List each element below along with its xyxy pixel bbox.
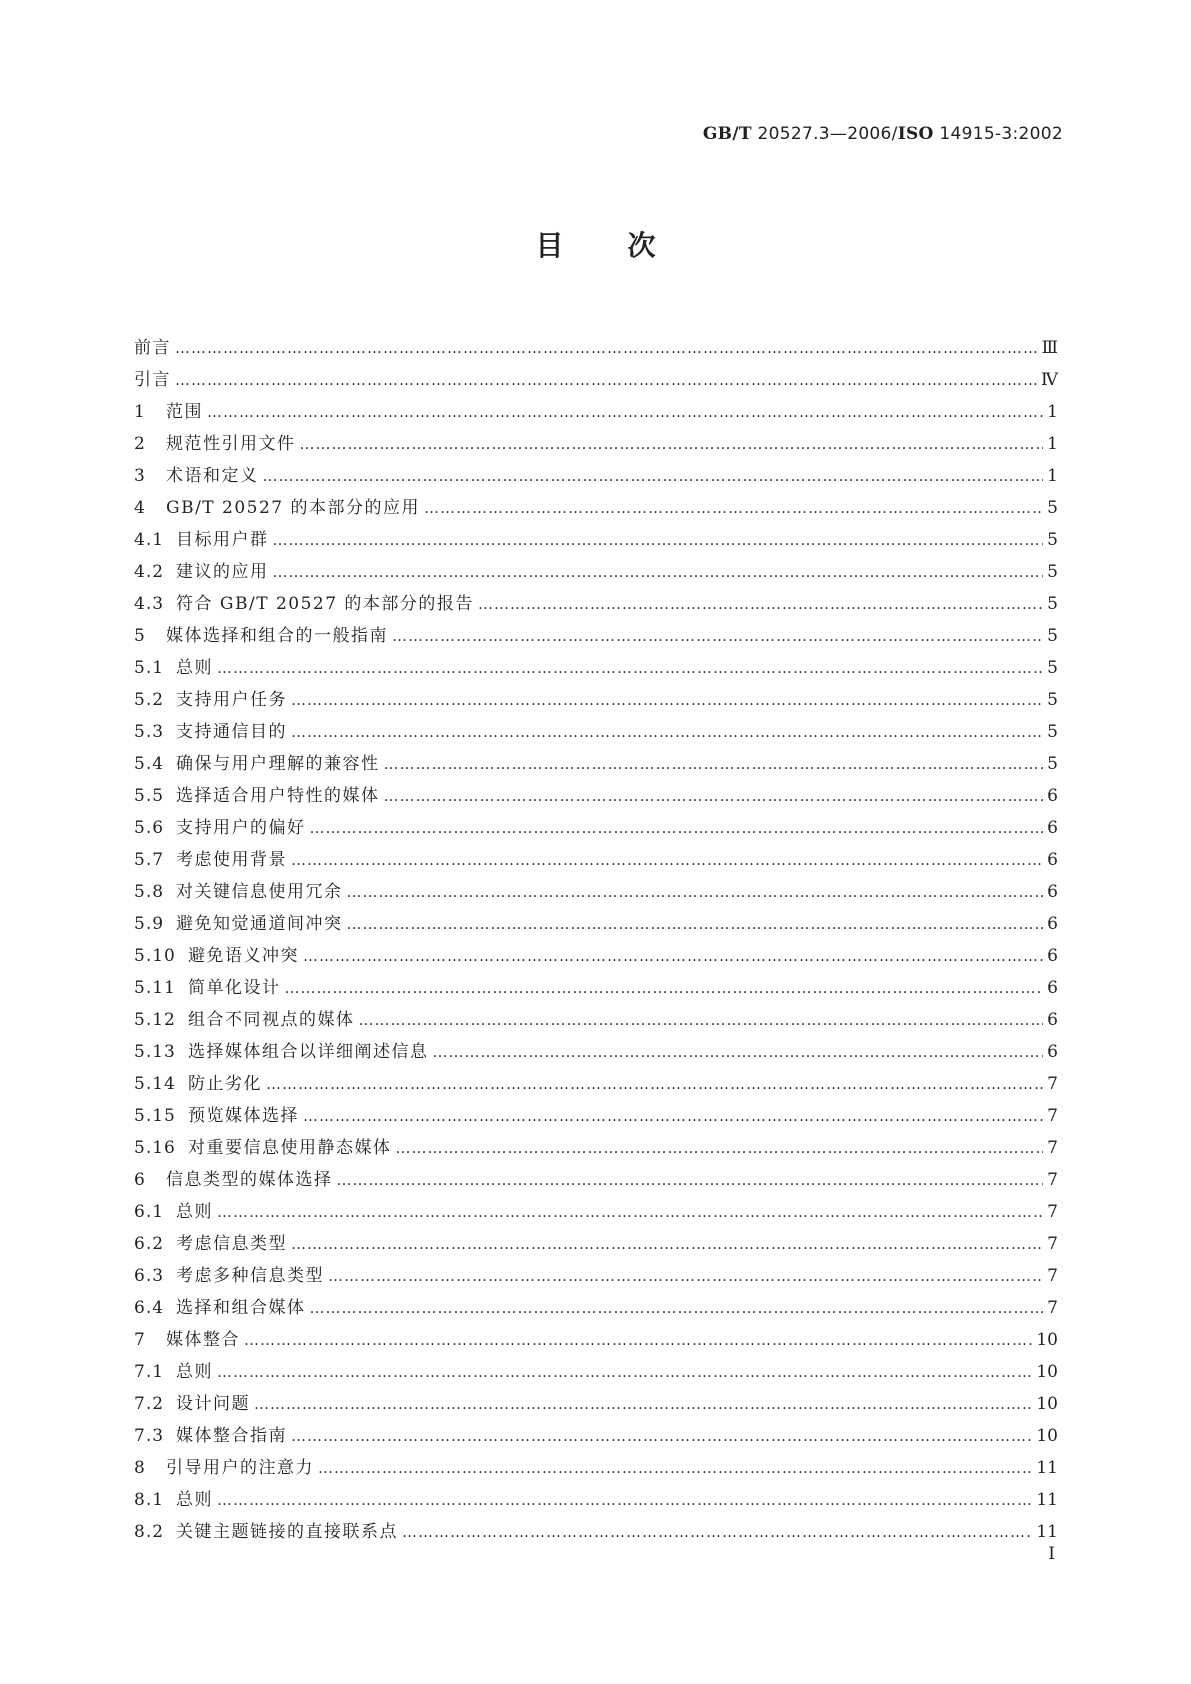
toc-entry-title: 引导用户的注意力 [166, 1458, 314, 1478]
toc-entry [134, 1036, 1058, 1068]
toc-entry-page: 7 [1047, 1074, 1058, 1094]
toc-entry-title: 总则 [176, 1362, 213, 1382]
toc-entry-page: 5 [1047, 626, 1058, 646]
toc-entry-title: 总则 [176, 658, 213, 678]
toc-entry-page: 6 [1047, 978, 1058, 998]
toc-entry-page: 5 [1047, 722, 1058, 742]
toc-entry-title: 引言 [134, 370, 171, 390]
toc-entry-title: 避免语义冲突 [188, 946, 299, 966]
toc-entry-number: 7 [134, 1330, 146, 1350]
toc-entry [134, 1260, 1058, 1292]
toc-entry-number: 5.10 [134, 946, 176, 966]
toc-entry [134, 492, 1058, 524]
toc-entry [134, 780, 1058, 812]
toc-entry-page: 5 [1047, 530, 1058, 550]
toc-entry-title: 防止劣化 [188, 1074, 262, 1094]
toc-dot-leader [337, 1170, 1044, 1190]
toc-entry-title: 前言 [134, 338, 171, 358]
toc-entry-number: 7.3 [134, 1426, 165, 1446]
toc-dot-leader [310, 818, 1044, 838]
toc-entry-page: 7 [1047, 1202, 1058, 1222]
toc-entry-page: 5 [1047, 754, 1058, 774]
toc-entry-page: 5 [1047, 562, 1058, 582]
toc-dot-leader [244, 1330, 1032, 1350]
toc-entry-number: 7.1 [134, 1362, 165, 1382]
toc-entry-number: 6.3 [134, 1266, 165, 1286]
toc-entry-number: 5.1 [134, 658, 165, 678]
toc-entry-page: 6 [1047, 818, 1058, 838]
toc-dot-leader [207, 402, 1043, 422]
toc-dot-leader [303, 946, 1043, 966]
toc-dot-leader [291, 1426, 1032, 1446]
toc-entry-title: 总则 [176, 1202, 213, 1222]
toc-entry [134, 652, 1058, 684]
toc-entry-number: 5.16 [134, 1138, 176, 1158]
toc-dot-leader [303, 1106, 1043, 1126]
toc-dot-leader [478, 594, 1043, 614]
toc-entry [134, 1004, 1058, 1036]
toc-entry-number: 3 [134, 466, 146, 486]
toc-entry [134, 1452, 1058, 1484]
toc-entry-title: 媒体整合 [166, 1330, 240, 1350]
footer-page-number: I [1048, 1544, 1055, 1564]
toc-entry-title: 支持用户的偏好 [176, 818, 306, 838]
toc-entry-title: 术语和定义 [166, 466, 259, 486]
toc-dot-leader [217, 1202, 1043, 1222]
toc-entry [134, 620, 1058, 652]
doc-code-gbt: GB/T [702, 124, 752, 144]
toc-entry-page: 6 [1047, 946, 1058, 966]
toc-entry-number: 5.6 [134, 818, 165, 838]
toc-entry-title: 关键主题链接的直接联系点 [176, 1522, 398, 1542]
toc-dot-leader [291, 690, 1043, 710]
toc-entry [134, 972, 1058, 1004]
toc-entry-number: 7.2 [134, 1394, 165, 1414]
toc-entry [134, 1068, 1058, 1100]
toc-entry-page: 6 [1047, 786, 1058, 806]
toc-entry [134, 460, 1058, 492]
toc-entry-title: 对重要信息使用静态媒体 [188, 1138, 392, 1158]
toc-dot-leader [291, 1234, 1043, 1254]
doc-code-number: 20527.3—2006/ [757, 124, 898, 144]
toc-entry-page: 5 [1047, 658, 1058, 678]
toc-dot-leader [285, 978, 1044, 998]
toc-entry-title: 建议的应用 [176, 562, 269, 582]
toc-entry-number: 6.1 [134, 1202, 165, 1222]
toc-dot-leader [396, 1138, 1044, 1158]
toc-entry-number: 5.9 [134, 914, 165, 934]
toc-dot-leader [217, 1490, 1032, 1510]
toc-entry-page: 7 [1047, 1298, 1058, 1318]
doc-code-iso: ISO [897, 124, 934, 144]
toc-entry-page: 6 [1047, 914, 1058, 934]
toc-entry-page: 11 [1036, 1522, 1058, 1542]
toc-entry-number: 5.11 [134, 978, 176, 998]
toc-entry [134, 332, 1058, 364]
toc-entry-number: 5 [134, 626, 146, 646]
toc-entry-number: 5.5 [134, 786, 165, 806]
toc-entry-number: 8.1 [134, 1490, 165, 1510]
toc-dot-leader [347, 914, 1044, 934]
toc-entry-title: 选择适合用户特性的媒体 [176, 786, 380, 806]
toc-entry-number: 2 [134, 434, 146, 454]
toc-entry-page: 6 [1047, 1010, 1058, 1030]
toc-dot-leader [384, 754, 1044, 774]
toc-entry-page: Ⅲ [1041, 338, 1058, 358]
toc-dot-leader [433, 1042, 1044, 1062]
document-code [703, 124, 1063, 144]
toc-entry-title: 信息类型的媒体选择 [166, 1170, 333, 1190]
toc-dot-leader [273, 530, 1044, 550]
toc-entry-page: 7 [1047, 1170, 1058, 1190]
toc-entry-page: 7 [1047, 1234, 1058, 1254]
toc-entry-title: 媒体整合指南 [176, 1426, 287, 1446]
toc-entry-title: 考虑使用背景 [176, 850, 287, 870]
toc-entry [134, 716, 1058, 748]
toc-entry-page: 6 [1047, 882, 1058, 902]
toc-entry [134, 876, 1058, 908]
toc-entry-title: 避免知觉通道间冲突 [176, 914, 343, 934]
toc-entry-title: 范围 [166, 402, 203, 422]
toc-entry-title: 预览媒体选择 [188, 1106, 299, 1126]
toc-entry [134, 1356, 1058, 1388]
toc-entry-number: 5.7 [134, 850, 165, 870]
toc-entry [134, 1100, 1058, 1132]
toc-entry-page: Ⅳ [1041, 370, 1058, 390]
toc-entry-page: 5 [1047, 594, 1058, 614]
toc-dot-leader [266, 1074, 1043, 1094]
toc-entry-title: 确保与用户理解的兼容性 [176, 754, 380, 774]
toc-dot-leader [392, 626, 1043, 646]
toc-entry [134, 1164, 1058, 1196]
toc-dot-leader [263, 466, 1044, 486]
toc-entry [134, 812, 1058, 844]
toc-entry-number: 5.13 [134, 1042, 176, 1062]
toc-entry-number: 4.3 [134, 594, 165, 614]
toc-entry [134, 1516, 1058, 1548]
toc-entry-page: 10 [1036, 1362, 1058, 1382]
toc-dot-leader [254, 1394, 1032, 1414]
toc-entry [134, 588, 1058, 620]
toc-entry-number: 5.15 [134, 1106, 176, 1126]
toc-entry-title: 媒体选择和组合的一般指南 [166, 626, 388, 646]
toc-entry-title: 选择和组合媒体 [176, 1298, 306, 1318]
toc-entry-page: 11 [1036, 1490, 1058, 1510]
toc-entry-title: 设计问题 [176, 1394, 250, 1414]
toc-entry-title: 目标用户群 [176, 530, 269, 550]
toc-entry-page: 7 [1047, 1106, 1058, 1126]
toc-entry [134, 1420, 1058, 1452]
toc-dot-leader [217, 1362, 1032, 1382]
toc-entry-page: 5 [1047, 498, 1058, 518]
toc-dot-leader [328, 1266, 1043, 1286]
toc-entry [134, 364, 1058, 396]
toc-entry [134, 396, 1058, 428]
toc-entry [134, 1292, 1058, 1324]
toc-entry [134, 428, 1058, 460]
toc-entry [134, 1324, 1058, 1356]
toc-entry [134, 524, 1058, 556]
toc-entry-page: 5 [1047, 690, 1058, 710]
toc-entry-number: 6.4 [134, 1298, 165, 1318]
toc-entry-number: 5.2 [134, 690, 165, 710]
toc-entry-number: 8.2 [134, 1522, 165, 1542]
toc-entry [134, 844, 1058, 876]
toc-dot-leader [273, 562, 1044, 582]
toc-entry-number: 6.2 [134, 1234, 165, 1254]
toc-entry-page: 10 [1036, 1330, 1058, 1350]
toc-entry-title: 考虑信息类型 [176, 1234, 287, 1254]
doc-code-iso-number: 14915-3:2002 [939, 124, 1063, 144]
toc-entry-number: 8 [134, 1458, 146, 1478]
toc-dot-leader [175, 370, 1037, 390]
toc-entry-number: 5.12 [134, 1010, 176, 1030]
toc-dot-leader [175, 338, 1038, 358]
toc-entry-number: 4.2 [134, 562, 165, 582]
toc-entry-number: 6 [134, 1170, 146, 1190]
toc-dot-leader [347, 882, 1044, 902]
toc-entry-number: 1 [134, 402, 146, 422]
toc-entry-title: 选择媒体组合以详细阐述信息 [188, 1042, 429, 1062]
toc-entry [134, 556, 1058, 588]
toc-entry-title: 符合 GB/T 20527 的本部分的报告 [176, 594, 474, 614]
toc-dot-leader [300, 434, 1044, 454]
toc-entry [134, 748, 1058, 780]
toc-entry-title: 规范性引用文件 [166, 434, 296, 454]
toc-entry [134, 908, 1058, 940]
toc-title: 目次 [535, 229, 720, 262]
toc-entry [134, 1388, 1058, 1420]
toc-entry-title: 考虑多种信息类型 [176, 1266, 324, 1286]
toc-dot-leader [217, 658, 1043, 678]
toc-entry-page: 6 [1047, 850, 1058, 870]
toc-entry-title: 支持通信目的 [176, 722, 287, 742]
toc-entry-title: 简单化设计 [188, 978, 281, 998]
toc-entry-page: 1 [1047, 402, 1058, 422]
toc-entry-title: 总则 [176, 1490, 213, 1510]
toc-dot-leader [291, 722, 1043, 742]
toc-entry-page: 10 [1036, 1426, 1058, 1446]
toc-entry [134, 1132, 1058, 1164]
toc-entry-page: 1 [1047, 466, 1058, 486]
toc-dot-leader [402, 1522, 1032, 1542]
toc-entry-page: 6 [1047, 1042, 1058, 1062]
toc-entry-number: 5.3 [134, 722, 165, 742]
toc-entry [134, 684, 1058, 716]
toc-dot-leader [291, 850, 1043, 870]
toc-entry [134, 1196, 1058, 1228]
toc-dot-leader [384, 786, 1044, 806]
toc-dot-leader [359, 1010, 1044, 1030]
toc-entry [134, 1228, 1058, 1260]
toc-entry-page: 11 [1036, 1458, 1058, 1478]
toc-entry-number: 5.4 [134, 754, 165, 774]
toc-dot-leader [310, 1298, 1044, 1318]
toc-entry-title: 对关键信息使用冗余 [176, 882, 343, 902]
toc-entry-title: 组合不同视点的媒体 [188, 1010, 355, 1030]
table-of-contents [134, 332, 1058, 1548]
toc-entry [134, 1484, 1058, 1516]
toc-entry-title: GB/T 20527 的本部分的应用 [166, 498, 421, 518]
toc-entry-title: 支持用户任务 [176, 690, 287, 710]
toc-entry-number: 4.1 [134, 530, 165, 550]
toc-entry-number: 4 [134, 498, 146, 518]
toc-entry-page: 7 [1047, 1138, 1058, 1158]
toc-entry-number: 5.14 [134, 1074, 176, 1094]
toc-dot-leader [318, 1458, 1032, 1478]
toc-entry-page: 10 [1036, 1394, 1058, 1414]
toc-dot-leader [424, 498, 1043, 518]
toc-entry [134, 940, 1058, 972]
toc-entry-page: 1 [1047, 434, 1058, 454]
toc-entry-page: 7 [1047, 1266, 1058, 1286]
toc-entry-number: 5.8 [134, 882, 165, 902]
